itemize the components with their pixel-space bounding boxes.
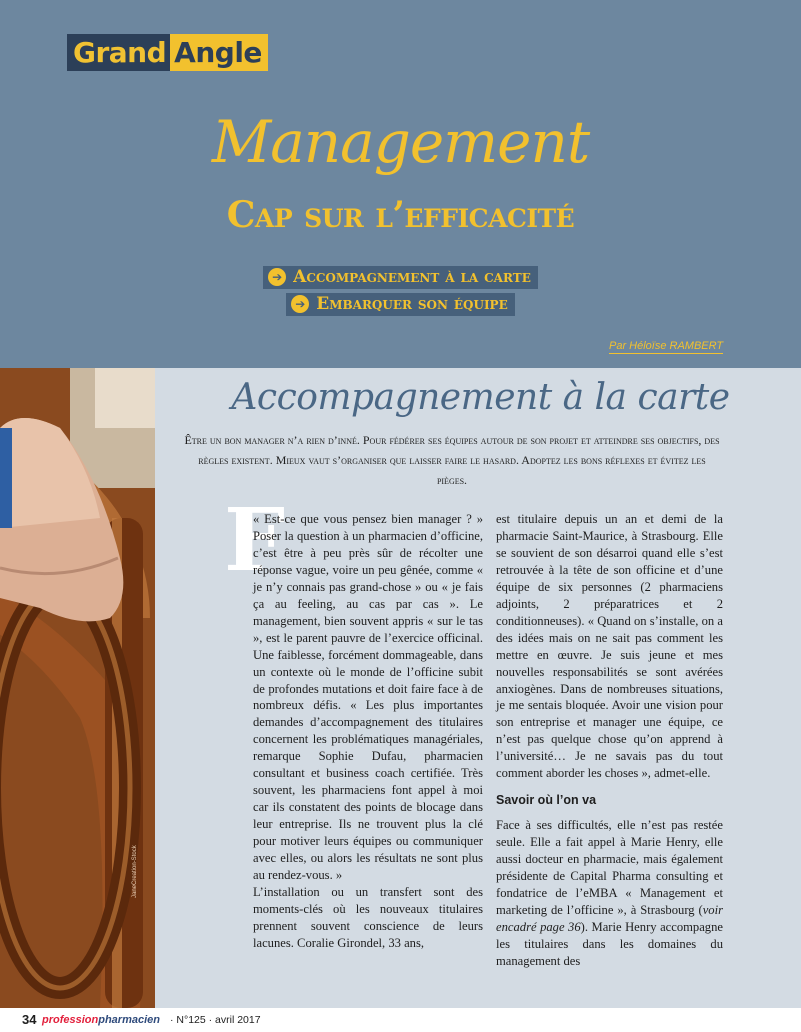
article-lede: Être un bon manager n’a rien d’inné. Pour fédérer ses équipes autour de son projet et atteindre ses objectifs, des règles existent. Mieux vaut s’organiser que laisser faire le hasard. Adoptez les bons réflexes et évitez les pièges.	[184, 433, 720, 487]
link-embarquer[interactable]	[286, 293, 514, 316]
link-label: Accompagnement à la carte	[293, 267, 531, 287]
header-banner	[0, 0, 801, 368]
paragraph	[496, 817, 723, 970]
paragraph: L’installation ou un transfert sont des moments-clés où les nouveaux titulaires prennent souvent conscience de leurs lacunes. Coralie Girondel, 33 ans,	[253, 884, 483, 950]
arrow-right-icon: ➔	[268, 268, 286, 286]
section-label	[67, 34, 268, 71]
article-title: Accompagnement à la carte	[231, 377, 730, 418]
page-footer	[0, 1008, 801, 1032]
paragraph: « Est-ce que vous pensez bien manager ? » Poser la question à un pharmacien d’officine, c’est être à peu près sûr de récolter une réponse vague, voire un peu gênée, comme « je n’y connais pas grand-chose » ou « je fais ça au feeling, au cas par cas ». Le management, bien souvent appris « sur le tas », est le parent pauvre de l’exercice officinal. Une faiblesse, forcément dommageable, dans un contexte où le monde de l’officine subit de profondes mutations et doit faire face à de nombreux défis. « Les plus importantes demandes d’accompagnement des titulaires concernent les problématiques managériales, remarque Sophie Dufau, pharmacien consultant et business coach certifiée. Très souvent, les pharmaciens font appel à moi car ils constatent des points de blocage dans leur entreprise. Ils ne trouvent plus la clé pour motiver leurs équipes ou communiquer avec elles, ou alors les résultats ne sont plus au rendez-vous. »	[253, 512, 483, 883]
magazine-name	[42, 1008, 160, 1032]
page-number: 34	[22, 1012, 37, 1027]
article-column-1	[253, 511, 483, 952]
subheading: Savoir où l’on va	[496, 793, 597, 808]
arrow-right-icon: ➔	[291, 295, 309, 313]
photo-credit: JaneCreation-Stock	[132, 845, 138, 898]
paragraph-text: Face à ses difficultés, elle n’est pas restée seule. Elle a fait appel à Marie Henry, elle aussi docteur en pharmacie, mais également présidente de Capital Pharma consulting et fondatrice de l’eMBA « Management et marketing de l’officine », à Strasbourg (	[496, 818, 723, 917]
ship-wheel-photo	[0, 368, 155, 1008]
section-label-word1: Grand	[67, 34, 170, 71]
link-accompagnement[interactable]	[263, 266, 538, 289]
article-column-2	[496, 511, 723, 970]
italic-reference: voir encadré page 36	[496, 902, 723, 934]
magazine-name-part1: profession	[42, 1014, 99, 1026]
paragraph: est titulaire depuis un an et demi de la pharmacie Saint-Maurice, à Strasbourg. Elle se souvient de son désarroi quand elle s’est retrouvée à la tête de son officine et d’une équipe de six personnes (2 pharmaciens adjoints, 2 préparatrices et 2 conditionneuses). « Quand on s’installe, on a des idées mais on ne sait pas comment les mettre en œuvre. Je suis jeune et mes nouvelles responsabilités se sont avérées anxiogènes. Dans de nombreuses situations, je me sentais bloquée. Avoir une vision pour son entreprise et manager une équipe, ce n’est pas quelque chose qu’on apprend à l’université… Je ne savais pas du tout comment aborder les choses », admet-elle.	[496, 512, 723, 781]
kicker-title: Management	[211, 108, 590, 176]
photo-illustration	[0, 368, 155, 1008]
article-links	[0, 266, 801, 316]
issue-info: · N°125 · avril 2017	[170, 1014, 261, 1026]
main-title: Cap sur l’efficacité	[226, 194, 575, 236]
dropcap: F	[224, 490, 286, 591]
magazine-name-part2: pharmacien	[98, 1014, 160, 1026]
section-label-word2: Angle	[170, 34, 268, 71]
link-label: Embarquer son équipe	[316, 294, 508, 314]
byline: Par Héloïse RAMBERT	[609, 340, 724, 352]
paragraph-text: ). Marie Henry accompagne les titulaires dans les domaines du management des	[496, 919, 723, 968]
